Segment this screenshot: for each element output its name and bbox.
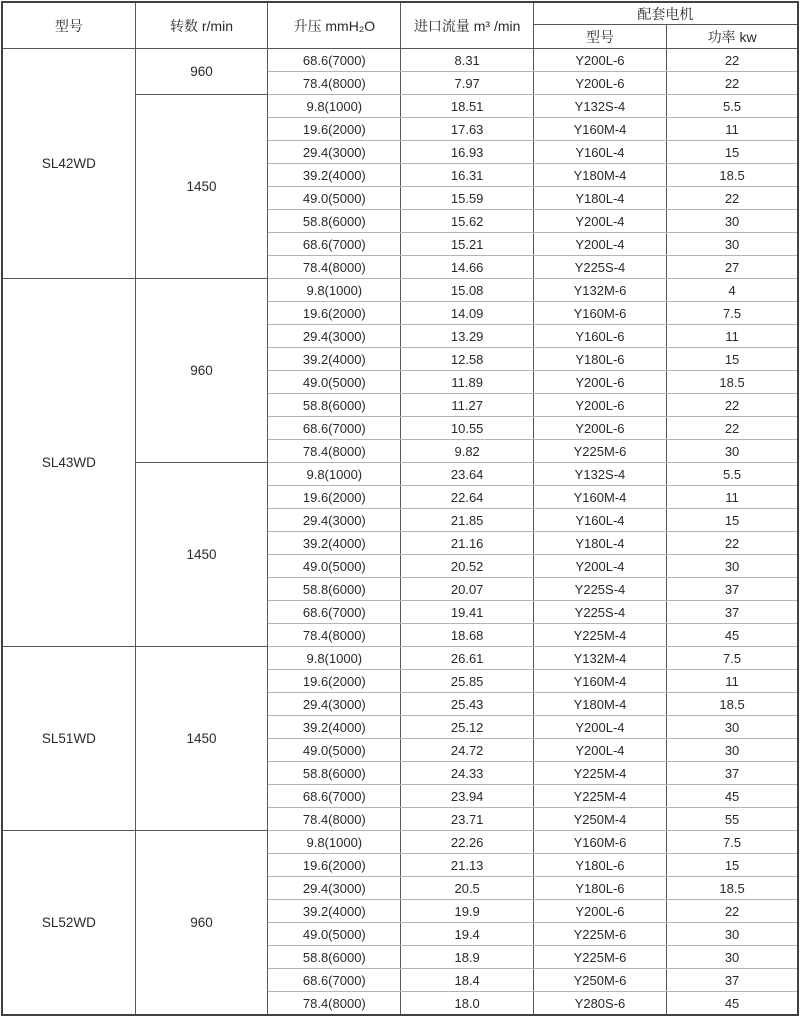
- motor-power-cell: 5.5: [667, 463, 798, 486]
- motor-power-cell: 11: [667, 486, 798, 509]
- flow-cell: 15.59: [401, 187, 533, 210]
- motor-model-cell: Y225S-4: [533, 601, 666, 624]
- flow-cell: 11.27: [401, 394, 533, 417]
- blower-spec-table: [1, 1, 799, 1016]
- motor-model-cell: Y200L-6: [533, 72, 666, 95]
- motor-power-cell: 30: [667, 716, 798, 739]
- motor-model-cell: Y225M-6: [533, 923, 666, 946]
- motor-model-cell: Y180L-4: [533, 532, 666, 555]
- motor-power-cell: 45: [667, 624, 798, 647]
- pressure-cell: 9.8(1000): [268, 279, 401, 302]
- pressure-cell: 49.0(5000): [268, 371, 401, 394]
- flow-cell: 8.31: [401, 49, 533, 72]
- header-model: 型号: [2, 2, 135, 49]
- model-cell: SL43WD: [2, 279, 135, 647]
- motor-power-cell: 15: [667, 854, 798, 877]
- motor-model-cell: Y160M-6: [533, 831, 666, 854]
- motor-model-cell: Y200L-4: [533, 716, 666, 739]
- flow-cell: 19.4: [401, 923, 533, 946]
- motor-power-cell: 37: [667, 762, 798, 785]
- pressure-cell: 9.8(1000): [268, 95, 401, 118]
- table-row: [2, 831, 798, 854]
- pressure-cell: 68.6(7000): [268, 49, 401, 72]
- motor-power-cell: 7.5: [667, 302, 798, 325]
- pressure-cell: 68.6(7000): [268, 785, 401, 808]
- motor-power-cell: 45: [667, 992, 798, 1016]
- pressure-cell: 78.4(8000): [268, 808, 401, 831]
- motor-model-cell: Y180L-6: [533, 854, 666, 877]
- flow-cell: 23.94: [401, 785, 533, 808]
- flow-cell: 7.97: [401, 72, 533, 95]
- pressure-cell: 68.6(7000): [268, 417, 401, 440]
- flow-cell: 24.33: [401, 762, 533, 785]
- motor-power-cell: 55: [667, 808, 798, 831]
- pressure-cell: 19.6(2000): [268, 486, 401, 509]
- motor-power-cell: 11: [667, 325, 798, 348]
- pressure-cell: 39.2(4000): [268, 532, 401, 555]
- motor-model-cell: Y180L-6: [533, 877, 666, 900]
- header-motor-power: 功率 kw: [667, 25, 798, 49]
- pressure-cell: 29.4(3000): [268, 141, 401, 164]
- flow-cell: 12.58: [401, 348, 533, 371]
- flow-cell: 22.64: [401, 486, 533, 509]
- model-cell: SL51WD: [2, 647, 135, 831]
- pressure-cell: 29.4(3000): [268, 877, 401, 900]
- motor-power-cell: 30: [667, 440, 798, 463]
- flow-cell: 19.9: [401, 900, 533, 923]
- flow-cell: 26.61: [401, 647, 533, 670]
- motor-power-cell: 5.5: [667, 95, 798, 118]
- table-row: [2, 49, 798, 72]
- motor-power-cell: 11: [667, 118, 798, 141]
- pressure-cell: 39.2(4000): [268, 164, 401, 187]
- flow-cell: 13.29: [401, 325, 533, 348]
- pressure-cell: 68.6(7000): [268, 969, 401, 992]
- header-flow: 进口流量 m³ /min: [401, 2, 533, 49]
- speed-cell: 1450: [135, 647, 267, 831]
- flow-cell: 11.89: [401, 371, 533, 394]
- flow-cell: 10.55: [401, 417, 533, 440]
- motor-model-cell: Y180M-4: [533, 693, 666, 716]
- pressure-cell: 9.8(1000): [268, 647, 401, 670]
- header-motor-model: 型号: [533, 25, 666, 49]
- motor-model-cell: Y225S-4: [533, 578, 666, 601]
- motor-model-cell: Y160M-6: [533, 302, 666, 325]
- speed-cell: 960: [135, 831, 267, 1016]
- flow-cell: 23.64: [401, 463, 533, 486]
- flow-cell: 20.52: [401, 555, 533, 578]
- motor-power-cell: 37: [667, 969, 798, 992]
- motor-model-cell: Y132S-4: [533, 463, 666, 486]
- motor-power-cell: 15: [667, 141, 798, 164]
- pressure-cell: 78.4(8000): [268, 992, 401, 1016]
- header-row-1: [2, 2, 798, 25]
- speed-cell: 1450: [135, 95, 267, 279]
- motor-model-cell: Y180L-4: [533, 187, 666, 210]
- pressure-cell: 78.4(8000): [268, 624, 401, 647]
- motor-model-cell: Y225M-6: [533, 440, 666, 463]
- flow-cell: 25.85: [401, 670, 533, 693]
- header-speed: 转数 r/min: [135, 2, 267, 49]
- motor-model-cell: Y200L-6: [533, 49, 666, 72]
- motor-power-cell: 22: [667, 49, 798, 72]
- table-header: [2, 2, 798, 49]
- pressure-cell: 29.4(3000): [268, 325, 401, 348]
- motor-model-cell: Y225M-4: [533, 624, 666, 647]
- motor-model-cell: Y200L-4: [533, 210, 666, 233]
- flow-cell: 18.68: [401, 624, 533, 647]
- motor-model-cell: Y132S-4: [533, 95, 666, 118]
- header-motor-group: 配套电机: [533, 2, 798, 25]
- motor-power-cell: 30: [667, 739, 798, 762]
- motor-power-cell: 15: [667, 509, 798, 532]
- motor-power-cell: 30: [667, 555, 798, 578]
- motor-power-cell: 30: [667, 210, 798, 233]
- motor-power-cell: 22: [667, 532, 798, 555]
- motor-power-cell: 30: [667, 946, 798, 969]
- motor-power-cell: 37: [667, 601, 798, 624]
- pressure-cell: 68.6(7000): [268, 601, 401, 624]
- pressure-cell: 78.4(8000): [268, 440, 401, 463]
- flow-cell: 20.07: [401, 578, 533, 601]
- flow-cell: 18.0: [401, 992, 533, 1016]
- pressure-cell: 49.0(5000): [268, 555, 401, 578]
- motor-power-cell: 4: [667, 279, 798, 302]
- pressure-cell: 9.8(1000): [268, 831, 401, 854]
- pressure-cell: 58.8(6000): [268, 762, 401, 785]
- flow-cell: 19.41: [401, 601, 533, 624]
- pressure-cell: 49.0(5000): [268, 923, 401, 946]
- flow-cell: 22.26: [401, 831, 533, 854]
- flow-cell: 16.31: [401, 164, 533, 187]
- pressure-cell: 68.6(7000): [268, 233, 401, 256]
- motor-model-cell: Y225M-6: [533, 946, 666, 969]
- motor-power-cell: 22: [667, 72, 798, 95]
- motor-power-cell: 15: [667, 348, 798, 371]
- flow-cell: 9.82: [401, 440, 533, 463]
- motor-model-cell: Y200L-4: [533, 739, 666, 762]
- flow-cell: 15.08: [401, 279, 533, 302]
- pressure-cell: 78.4(8000): [268, 72, 401, 95]
- flow-cell: 14.09: [401, 302, 533, 325]
- flow-cell: 18.9: [401, 946, 533, 969]
- motor-model-cell: Y160M-4: [533, 486, 666, 509]
- pressure-cell: 58.8(6000): [268, 394, 401, 417]
- motor-power-cell: 18.5: [667, 693, 798, 716]
- flow-cell: 25.12: [401, 716, 533, 739]
- motor-power-cell: 22: [667, 900, 798, 923]
- flow-cell: 21.13: [401, 854, 533, 877]
- flow-cell: 18.51: [401, 95, 533, 118]
- motor-power-cell: 18.5: [667, 164, 798, 187]
- header-pressure: 升压 mmH₂O: [268, 2, 401, 49]
- motor-power-cell: 18.5: [667, 877, 798, 900]
- pressure-cell: 19.6(2000): [268, 118, 401, 141]
- table-body: [2, 49, 798, 1016]
- motor-model-cell: Y180L-6: [533, 348, 666, 371]
- speed-cell: 1450: [135, 463, 267, 647]
- motor-model-cell: Y225S-4: [533, 256, 666, 279]
- flow-cell: 23.71: [401, 808, 533, 831]
- motor-model-cell: Y160L-4: [533, 509, 666, 532]
- motor-model-cell: Y200L-6: [533, 417, 666, 440]
- table-row: [2, 647, 798, 670]
- flow-cell: 18.4: [401, 969, 533, 992]
- pressure-cell: 58.8(6000): [268, 946, 401, 969]
- pressure-cell: 29.4(3000): [268, 509, 401, 532]
- flow-cell: 17.63: [401, 118, 533, 141]
- motor-model-cell: Y200L-6: [533, 371, 666, 394]
- flow-cell: 20.5: [401, 877, 533, 900]
- pressure-cell: 58.8(6000): [268, 578, 401, 601]
- flow-cell: 16.93: [401, 141, 533, 164]
- motor-model-cell: Y225M-4: [533, 785, 666, 808]
- pressure-cell: 49.0(5000): [268, 739, 401, 762]
- model-cell: SL52WD: [2, 831, 135, 1016]
- motor-model-cell: Y160L-4: [533, 141, 666, 164]
- pressure-cell: 39.2(4000): [268, 716, 401, 739]
- pressure-cell: 19.6(2000): [268, 854, 401, 877]
- pressure-cell: 39.2(4000): [268, 900, 401, 923]
- motor-model-cell: Y200L-4: [533, 233, 666, 256]
- flow-cell: 24.72: [401, 739, 533, 762]
- motor-power-cell: 30: [667, 233, 798, 256]
- motor-model-cell: Y160L-6: [533, 325, 666, 348]
- motor-model-cell: Y200L-4: [533, 555, 666, 578]
- pressure-cell: 39.2(4000): [268, 348, 401, 371]
- flow-cell: 25.43: [401, 693, 533, 716]
- flow-cell: 15.21: [401, 233, 533, 256]
- speed-cell: 960: [135, 49, 267, 95]
- pressure-cell: 49.0(5000): [268, 187, 401, 210]
- flow-cell: 21.85: [401, 509, 533, 532]
- flow-cell: 14.66: [401, 256, 533, 279]
- pressure-cell: 19.6(2000): [268, 302, 401, 325]
- flow-cell: 21.16: [401, 532, 533, 555]
- motor-model-cell: Y250M-4: [533, 808, 666, 831]
- motor-power-cell: 37: [667, 578, 798, 601]
- motor-power-cell: 11: [667, 670, 798, 693]
- pressure-cell: 9.8(1000): [268, 463, 401, 486]
- motor-power-cell: 27: [667, 256, 798, 279]
- motor-power-cell: 22: [667, 394, 798, 417]
- pressure-cell: 78.4(8000): [268, 256, 401, 279]
- motor-model-cell: Y160M-4: [533, 670, 666, 693]
- motor-power-cell: 18.5: [667, 371, 798, 394]
- motor-power-cell: 45: [667, 785, 798, 808]
- pressure-cell: 58.8(6000): [268, 210, 401, 233]
- motor-model-cell: Y132M-4: [533, 647, 666, 670]
- motor-power-cell: 7.5: [667, 831, 798, 854]
- speed-cell: 960: [135, 279, 267, 463]
- table-row: [2, 279, 798, 302]
- motor-model-cell: Y160M-4: [533, 118, 666, 141]
- motor-model-cell: Y250M-6: [533, 969, 666, 992]
- motor-model-cell: Y200L-6: [533, 394, 666, 417]
- motor-model-cell: Y280S-6: [533, 992, 666, 1016]
- motor-power-cell: 22: [667, 417, 798, 440]
- flow-cell: 15.62: [401, 210, 533, 233]
- motor-power-cell: 30: [667, 923, 798, 946]
- motor-model-cell: Y225M-4: [533, 762, 666, 785]
- pressure-cell: 29.4(3000): [268, 693, 401, 716]
- model-cell: SL42WD: [2, 49, 135, 279]
- motor-model-cell: Y132M-6: [533, 279, 666, 302]
- pressure-cell: 19.6(2000): [268, 670, 401, 693]
- motor-model-cell: Y200L-6: [533, 900, 666, 923]
- motor-power-cell: 7.5: [667, 647, 798, 670]
- motor-model-cell: Y180M-4: [533, 164, 666, 187]
- motor-power-cell: 22: [667, 187, 798, 210]
